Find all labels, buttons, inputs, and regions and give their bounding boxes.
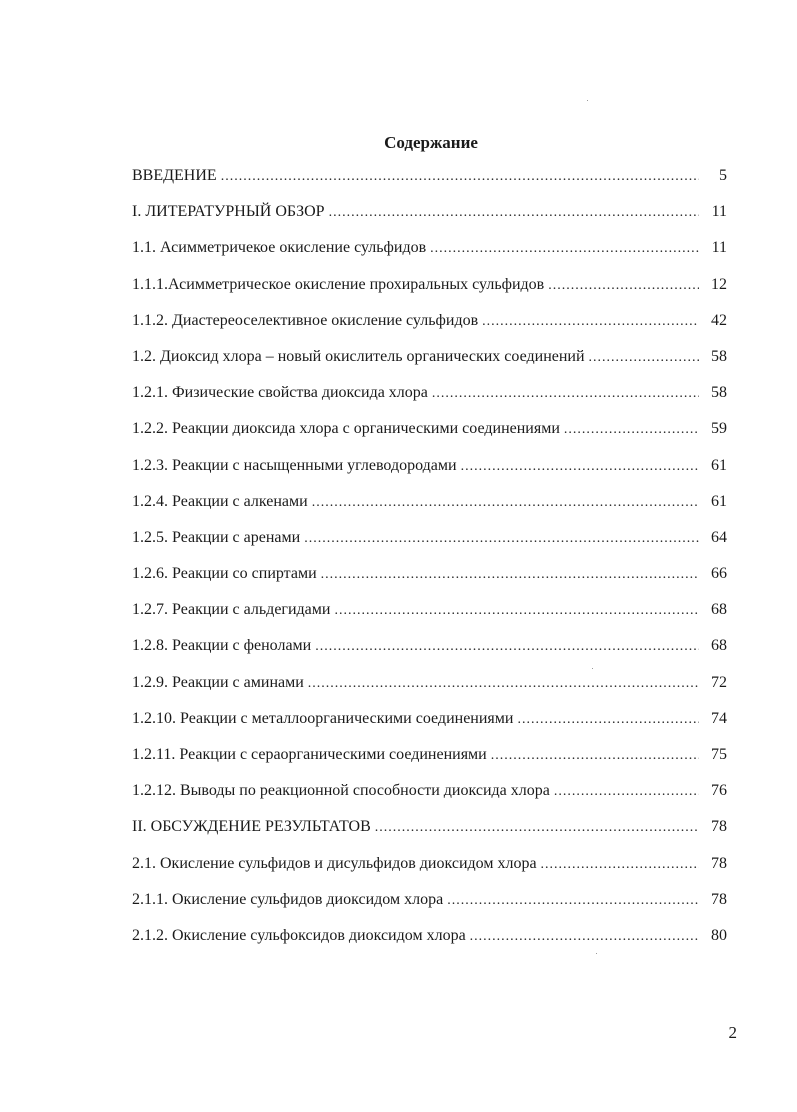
page-number: 2 — [728, 1023, 737, 1042]
toc-entry — [132, 375, 727, 411]
toc-entry — [132, 267, 727, 303]
toc-entry-line — [132, 600, 699, 621]
toc-entry-page: 11 — [711, 239, 727, 257]
toc-entry — [132, 809, 727, 845]
toc-entry — [132, 628, 727, 664]
dot-leader — [470, 927, 699, 947]
toc-entry-line — [132, 636, 699, 657]
toc-entry — [132, 882, 727, 918]
toc-entry-line — [132, 311, 699, 332]
toc-entry-label: 1.1.1.Асимметрическое окисление прохиральных сульфидов — [132, 275, 545, 293]
toc-entry-line — [132, 166, 699, 187]
toc-entry-page: 78 — [711, 818, 727, 836]
toc-entry-label: 1.1.2. Диастереоселективное окисление сульфидов — [132, 311, 479, 329]
toc-entry — [132, 411, 727, 447]
dot-leader — [329, 203, 699, 223]
dot-leader — [334, 601, 699, 621]
toc-entry-line — [132, 202, 699, 223]
toc-entry-line — [132, 528, 699, 549]
toc-entry-page: 80 — [711, 926, 727, 944]
toc-entry-label: 1.2.10. Реакции с металлоорганическими соединениями — [132, 709, 514, 727]
dot-leader — [304, 529, 699, 549]
toc-entry-line — [132, 238, 699, 259]
toc-entry-page: 75 — [711, 746, 727, 763]
toc-entry-line — [132, 745, 699, 766]
dot-leader — [564, 420, 699, 440]
dot-leader — [321, 565, 699, 585]
dot-leader — [430, 239, 699, 259]
toc-entry-label: 1.2.5. Реакции с аренами — [132, 528, 301, 546]
toc-entry-page: 68 — [711, 637, 727, 655]
toc-entry-label: I. ЛИТЕРАТУРНЫЙ ОБЗОР — [132, 203, 325, 221]
toc-entry-page: 42 — [711, 311, 727, 329]
toc-entry-line — [132, 347, 699, 368]
toc-entry-label: II. ОБСУЖДЕНИЕ РЕЗУЛЬТАТОВ — [132, 818, 371, 836]
toc-entry-line — [132, 275, 699, 296]
toc-entry-label: 2.1. Окисление сульфидов и дисульфидов диоксидом хлора — [132, 854, 537, 872]
toc-entry-label: 1.1. Асимметричекое окисление сульфидов — [132, 239, 427, 257]
toc-entry — [132, 737, 727, 773]
toc-entry — [132, 846, 727, 882]
toc-entry-line — [132, 817, 699, 838]
toc-entry-page: 66 — [711, 565, 727, 583]
dot-leader — [375, 818, 699, 838]
table-of-contents — [132, 158, 727, 954]
dot-leader — [541, 855, 699, 875]
toc-entry-page: 78 — [711, 854, 727, 872]
toc-entry-page: 58 — [711, 347, 727, 365]
toc-entry-page: 5 — [719, 167, 727, 184]
toc-entry-label: 1.2.12. Выводы по реакционной способности диоксида хлора — [132, 782, 550, 800]
toc-entry-line — [132, 456, 699, 477]
toc-entry-line — [132, 890, 699, 911]
toc-entry-label: 1.2.9. Реакции с аминами — [132, 673, 304, 691]
toc-entry — [132, 194, 727, 230]
dot-leader — [548, 276, 699, 296]
dot-leader — [482, 312, 699, 332]
toc-entry-page: 12 — [711, 275, 727, 293]
toc-entry-label: 2.1.2. Окисление сульфоксидов диоксидом хлора — [132, 926, 466, 944]
toc-entry-label: 1.2.6. Реакции со спиртами — [132, 565, 317, 583]
toc-entry — [132, 158, 727, 194]
toc-entry-line — [132, 383, 699, 404]
toc-entry-page: 61 — [711, 492, 727, 510]
toc-entry-page: 61 — [711, 456, 727, 474]
dot-leader — [589, 348, 699, 368]
toc-entry — [132, 918, 727, 954]
toc-entry — [132, 448, 727, 484]
dot-leader — [461, 457, 699, 477]
toc-entry — [132, 339, 727, 375]
toc-entry-label: 1.2. Диоксид хлора – новый окислитель органических соединений — [132, 347, 585, 365]
toc-entry-label: ВВЕДЕНИЕ — [132, 167, 217, 184]
dot-leader — [221, 167, 699, 187]
toc-entry-page: 74 — [711, 709, 727, 727]
scan-speck — [587, 100, 588, 101]
dot-leader — [315, 637, 699, 657]
dot-leader — [517, 710, 699, 730]
toc-entry — [132, 701, 727, 737]
toc-entry-page: 58 — [711, 384, 727, 402]
toc-entry-line — [132, 781, 699, 802]
toc-entry-label: 1.2.11. Реакции с сераорганическими соединениями — [132, 746, 487, 763]
toc-entry-page: 78 — [711, 890, 727, 908]
toc-entry-page: 11 — [711, 203, 727, 221]
toc-entry-page: 68 — [711, 601, 727, 619]
toc-entry-page: 59 — [711, 420, 727, 438]
toc-entry — [132, 484, 727, 520]
toc-entry — [132, 665, 727, 701]
toc-entry-line — [132, 564, 699, 585]
toc-entry-label: 2.1.1. Окисление сульфидов диоксидом хлора — [132, 890, 444, 908]
toc-entry-line — [132, 492, 699, 513]
toc-entry-page: 76 — [711, 782, 727, 800]
dot-leader — [447, 891, 699, 911]
toc-entry — [132, 592, 727, 628]
toc-entry-line — [132, 709, 699, 730]
toc-entry-line — [132, 673, 699, 694]
toc-entry — [132, 556, 727, 592]
toc-entry — [132, 303, 727, 339]
toc-entry-label: 1.2.2. Реакции диоксида хлора с органическими соединениями — [132, 420, 560, 438]
dot-leader — [432, 384, 699, 404]
dot-leader — [491, 746, 699, 766]
toc-entry-label: 1.2.4. Реакции с алкенами — [132, 492, 308, 510]
toc-entry-line — [132, 419, 699, 440]
toc-entry — [132, 773, 727, 809]
toc-entry-page: 64 — [711, 528, 727, 546]
dot-leader — [554, 782, 699, 802]
toc-entry-label: 1.2.3. Реакции с насыщенными углеводородами — [132, 456, 457, 474]
toc-entry-line — [132, 854, 699, 875]
toc-entry — [132, 520, 727, 556]
toc-entry-line — [132, 926, 699, 947]
toc-title: Содержание — [384, 133, 478, 152]
dot-leader — [312, 493, 699, 513]
toc-entry-label: 1.2.7. Реакции с альдегидами — [132, 601, 331, 619]
toc-entry — [132, 230, 727, 266]
dot-leader — [308, 674, 699, 694]
toc-entry-label: 1.2.1. Физические свойства диоксида хлора — [132, 384, 428, 402]
toc-entry-page: 72 — [711, 673, 727, 691]
toc-entry-label: 1.2.8. Реакции с фенолами — [132, 637, 312, 655]
